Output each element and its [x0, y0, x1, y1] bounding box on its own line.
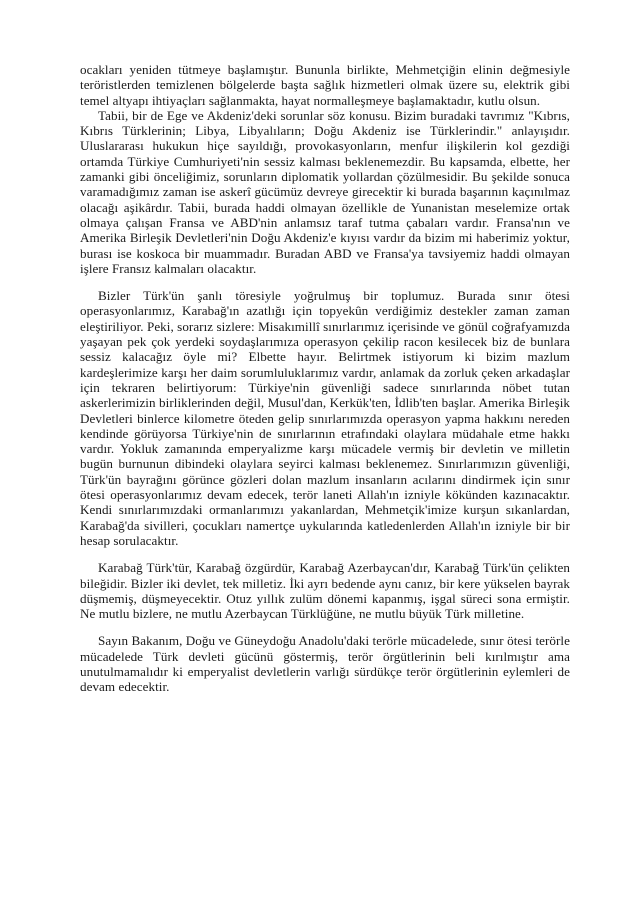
paragraph-minister-address: Sayın Bakanım, Doğu ve Güneydoğu Anadolu'daki terörle mücadelede, sınır ötesi terörle mücadelede Türk devleti gücünü göstermiş, terör örgütlerinin beli kırılmıştır ama unutulmamalıdır ki emperyalist devletlerin varlığı sürdükçe terör örgütlerinin eylemleri de devam edecektir. [80, 633, 570, 695]
paragraph-gap [80, 276, 570, 288]
paragraph-continuation: ocakları yeniden tütmeye başlamıştır. Bununla birlikte, Mehmetçiğin elinin değmesiyle teröristlerden temizlenen bölgelerde başta sağlık hizmetleri olmak üzere su, elektrik gibi temel altyapı ihtiyaçları sağlanmakta, hayat normalleşmeye başlamaktadır, kutlu olsun. [80, 62, 570, 108]
paragraph-gap [80, 621, 570, 633]
paragraph-gap [80, 548, 570, 560]
paragraph-aegean-mediterranean: Tabii, bir de Ege ve Akdeniz'deki sorunlar söz konusu. Bizim buradaki tavrımız "Kıbrıs, Kıbrıs Türklerinin; Libya, Libyalıların; Doğu Akdeniz ise Türklerindir." anlayışıdır. Uluslararası hukukun hiçe sayıldığı, provokasyonların, menfur ilişkilerin kol gezdiği ortamda Türkiye Cumhuriyeti'nin sessiz kalması beklenemezdir. Bu kapsamda, elbette, her zamanki gibi önceliğimiz, sorunların diplomatik yollardan çözülmesidir. Bu şekilde sonuca varamadığımız zaman ise askerî gücümüz devreye girecektir ki burada başarının kaçınılmaz olacağı aşikârdır. Tabii, burada haddi olmayan özellikle de Yunanistan meselemize ortak olmaya çalışan Fransa ve ABD'nin anlamsız taraf tutma çabaları vardır. Fransa'nın ve Amerika Birleşik Devletleri'nin Doğu Akdeniz'e kıyısı vardır da bizim mi haberimiz yoktur, burası ise koskoca bir muammadır. Buradan ABD ve Fransa'ya tavsiyemiz haddi olmayan işlere Fransız kalmaları olacaktır. [80, 107, 570, 276]
paragraph-karabakh: Karabağ Türk'tür, Karabağ özgürdür, Karabağ Azerbaycan'dır, Karabağ Türk'ün çelikten bileğidir. Bizler iki devlet, tek milletiz. İki ayrı bedende aynı canız, bir kere yükselen bayrak düşmemiş, düşmeyecektir. Otuz yıllık zulüm dönemi kapanmış, işgal süreci sona ermiştir. Ne mutlu bizlere, ne mutlu Azerbaycan Türklüğüne, ne mutlu büyük Türk milletine. [80, 560, 570, 622]
paragraph-cross-border-operations: Bizler Türk'ün şanlı töresiyle yoğrulmuş bir toplumuz. Burada sınır ötesi operasyonlarımız, Karabağ'ın azatlığı için topyekûn verdiğimiz destekler zaman zaman eleştiriliyor. Peki, sorarız sizlere: Misakımillî sınırlarımız içerisinde ve gönül coğrafyamızda yaşayan pek çok yerdeki soydaşlarımıza operasyon çekilip racon kesilecek biz de bunlara sessiz kalacağız öyle mi? Elbette hayır. Belirtmek istiyorum ki bizim mazlum kardeşlerimize karşı her daim sorumluluklarımız vardır, anlamak da zorluk çeken arkadaşlar için tekraren belirtiyorum: Türkiye'nin güvenliği sadece sınırlarında nöbet tutan askerlerimizin birliklerinden değil, Musul'dan, Kerkük'ten, İdlib'ten başlar. Amerika Birleşik Devletleri binlerce kilometre öteden gelip sınırlarımızda operasyon yapma hakkını nereden kendinde görüyorsa Türkiye'nin de sınırlarının etrafındaki olaylara müdahale etme hakkı vardır. Yokluk zamanında emperyalizme karşı mücadele vermiş bir devletin ve milletin bugün burnunun dibindeki olaylara seyirci kalması beklenemez. Sınırlarımızın güvenliği, Türk'ün bayrağını görünce gözleri dolan mazlum insanların acılarını dindirmek için sınır ötesi operasyonlarımız devam edecek, terör laneti Allah'ın izniyle kökünden kazınacaktır. Kendi sınırlarımızdaki ormanlarımızı yakanlardan, Mehmetçik'imize kurşun sıkanlardan, Karabağ'da sivilleri, çocukları namertçe uykularında katledenlerden Allah'ın izniyle bir bir hesap sorulacaktır. [80, 288, 570, 548]
